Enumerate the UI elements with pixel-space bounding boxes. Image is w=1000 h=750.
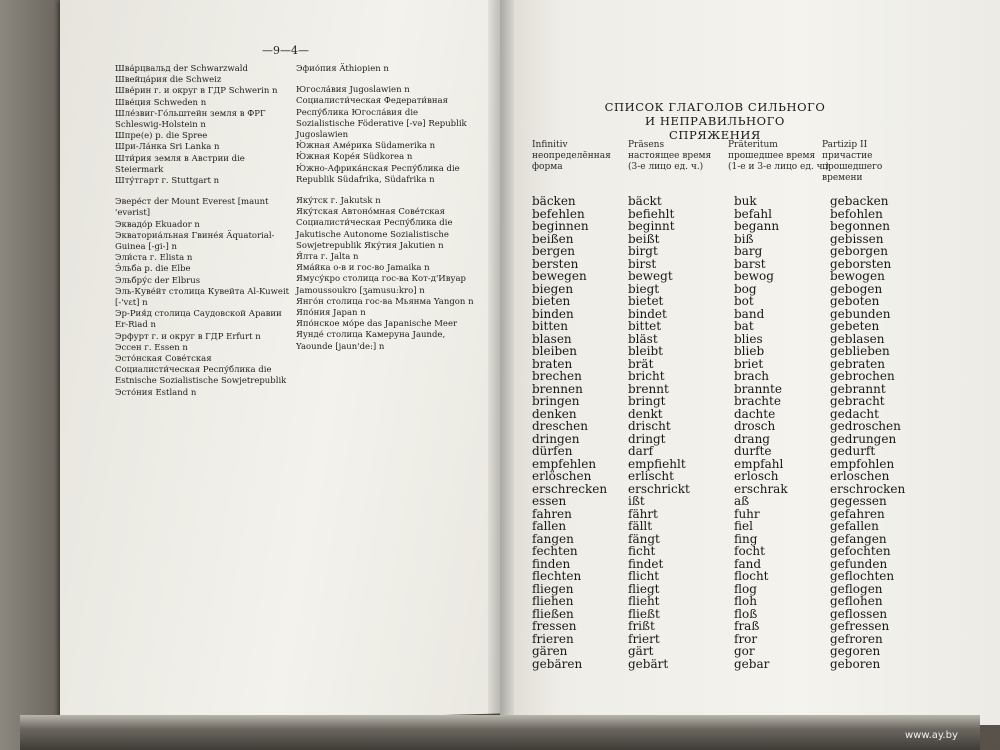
verb-form: empfiehlt [628, 456, 686, 471]
verb-form: gebären [532, 656, 583, 671]
verb-form: geborgen [830, 244, 888, 258]
verb-form: buk [734, 194, 757, 208]
verb-form: biegt [628, 281, 660, 296]
header-praeteritum: Präteritum прошедшее время (1-е и 3-е лицо ед. ч.) [728, 140, 829, 172]
verb-form: begann [734, 219, 780, 233]
dictionary-entry: Эвере́ст der Mount Everest [maunt 'evərist] [115, 197, 269, 219]
verb-form: bringen [532, 394, 580, 408]
book-bottom-edge [20, 715, 980, 750]
verb-form: biß [734, 231, 754, 246]
verb-form: bäcken [532, 194, 576, 208]
column-partizip [830, 195, 905, 670]
dictionary-entry: Янго́н столица гос-ва Мьянма Yangon n [296, 296, 474, 307]
verb-form: bietet [628, 294, 664, 308]
dictionary-entry: Э́льба р. die Elbe [115, 264, 191, 275]
dictionary-entry: Япо́нское мо́ре das Japanische Meer [296, 319, 458, 330]
verb-form: gebärt [628, 656, 669, 671]
verb-form: bleibt [628, 344, 663, 358]
verb-form: beißen [532, 231, 574, 246]
verb-form: frißt [628, 619, 655, 633]
dictionary-entry: Югосла́вия Jugoslawien n Социалисти́ческая Федерати́вная Респу́блика Югосла́вия die Sozialistische Föderative [-və] Republik Jugoslawien [296, 85, 467, 141]
verb-form: bittet [628, 319, 662, 333]
watermark: www.ay.by [905, 730, 958, 741]
verb-form: biegen [532, 281, 574, 296]
verb-form: bricht [628, 369, 665, 383]
verb-form: geflossen [830, 606, 888, 621]
verb-form: gären [532, 644, 568, 658]
book-spine [488, 0, 514, 725]
verb-form: bieten [532, 294, 571, 308]
verb-form: beginnt [628, 219, 675, 233]
verb-form: dreschen [532, 419, 588, 433]
verb-form: findet [628, 556, 664, 571]
verb-form: empfohlen [830, 456, 895, 471]
verb-form: band [734, 306, 765, 321]
column-praesens [628, 195, 690, 670]
verb-form: gedroschen [830, 419, 901, 433]
verb-form: flocht [734, 569, 769, 583]
verb-form: bat [734, 319, 754, 333]
verb-form: erlöschen [532, 469, 592, 483]
verb-form: gefallen [830, 519, 879, 533]
verb-form: fressen [532, 619, 577, 633]
verb-list-title [600, 100, 830, 142]
verb-form: gebogen [830, 281, 883, 296]
verb-form: geblasen [830, 331, 885, 346]
verb-form: barst [734, 256, 766, 271]
verb-form: gebar [734, 656, 770, 671]
verb-form: gor [734, 644, 755, 658]
dictionary-entry: Яма́йка о-в и гос-во Jamaika n [296, 263, 430, 274]
verb-form: beginnen [532, 219, 589, 233]
dictionary-entry: Яку́тская Автоно́мная Сове́тская Социалисти́ческая Респу́блика die Jakutische Autonome Sozialistische Sowjetrepublik Яку́тия Jakutien n [296, 207, 453, 251]
verb-form: denken [532, 406, 577, 421]
verb-form: geblieben [830, 344, 890, 358]
dictionary-entry: Шве́рин г. и округ в ГДР Schwerin n [115, 86, 278, 97]
verb-form: fliehen [532, 594, 574, 608]
verb-form: fährt [628, 506, 658, 521]
verb-form: gegessen [830, 494, 887, 508]
verb-form: bog [734, 281, 757, 296]
verb-form: blasen [532, 331, 572, 346]
dictionary-entry: Экваториа́льная Гвине́я Äquatorial-Guinea [-gi-] n [115, 230, 275, 253]
verb-form: erschrickt [628, 481, 690, 496]
verb-form: gefunden [830, 556, 888, 571]
dictionary-entry: Шти́рия земля в Австрии die Steiermark [115, 153, 245, 175]
verb-form: bläst [628, 331, 658, 346]
verb-form: barg [734, 244, 763, 258]
verb-form: gebracht [830, 394, 885, 408]
column-praeteritum [734, 195, 788, 670]
verb-form: briet [734, 356, 764, 371]
verb-form: beißt [628, 231, 660, 246]
dictionary-entry: Ямусу́кро столица гос-ва Кот-д'Ивуар Jamoussoukro [ʒamusu:kro] n [296, 274, 466, 296]
verb-form: fing [734, 531, 758, 546]
verb-form: fließt [628, 606, 660, 621]
dictionary-entry: Я́лта г. Jalta n [296, 252, 359, 263]
verb-form: gebunden [830, 306, 891, 321]
verb-form: focht [734, 544, 765, 558]
verb-form: flog [734, 581, 757, 596]
verb-form: blies [734, 331, 763, 346]
verb-form: darf [628, 444, 654, 458]
dictionary-entry: Шту́тгарт г. Stuttgart n [115, 176, 220, 187]
verb-form: geflochten [830, 569, 895, 583]
dictionary-entry: Шве́ция Schweden n [115, 97, 207, 108]
dictionary-entry: Эр-Рия́д столица Саудовской Аравии Er-Riad n [115, 309, 282, 331]
verb-form: gebacken [830, 194, 889, 208]
header-partizip: Partizip II причастие прошедшего времени [822, 140, 883, 183]
verb-form: flicht [628, 569, 660, 583]
dictionary-entry: Шва́рцвальд der Schwarzwald [115, 64, 248, 74]
verb-form: drischt [628, 419, 671, 433]
verb-form: bergen [532, 244, 576, 258]
verb-form: erschrak [734, 481, 788, 496]
verb-form: brach [734, 369, 770, 383]
page-number: —9—4— [262, 44, 309, 57]
verb-form: begonnen [830, 219, 890, 233]
verb-form: gefroren [830, 631, 883, 646]
dictionary-entry: Ю́жная Коре́я Südkorea n [296, 152, 413, 163]
verb-form: erlischt [628, 469, 674, 483]
verb-form: geboten [830, 294, 880, 308]
verb-form: fraß [734, 619, 760, 633]
verb-form: floß [734, 606, 758, 621]
verb-form: geborsten [830, 256, 892, 271]
title-line-1: СПИСОК ГЛАГОЛОВ СИЛЬНОГО [604, 100, 826, 114]
verb-form: gedrungen [830, 431, 897, 446]
verb-form: gedurft [830, 444, 876, 458]
verb-form: brechen [532, 369, 582, 383]
verb-form: bot [734, 294, 754, 308]
verb-form: bindet [628, 306, 667, 321]
verb-form: aß [734, 494, 750, 508]
verb-form: befehlen [532, 206, 585, 221]
verb-form: gegoren [830, 644, 881, 658]
verb-form: bringt [628, 394, 666, 408]
verb-form: gebissen [830, 231, 884, 246]
verb-form: gedacht [830, 406, 879, 421]
verb-form: dringen [532, 431, 580, 446]
verb-form: brannte [734, 381, 782, 396]
title-line-2: И НЕПРАВИЛЬНОГО СПРЯЖЕНИЯ [645, 114, 785, 142]
verb-form: bleiben [532, 344, 577, 358]
verb-form: bäckt [628, 194, 662, 208]
verb-form: empfehlen [532, 456, 597, 471]
verb-form: blieb [734, 344, 765, 358]
verb-form: befahl [734, 206, 772, 221]
verb-form: brät [628, 356, 654, 371]
verb-form: dürfen [532, 444, 573, 458]
verb-form: bewegen [532, 269, 587, 283]
verb-form: fahren [532, 506, 572, 521]
dictionary-entry: Эфио́пия Äthiopien n [296, 64, 389, 74]
verb-form: bewogen [830, 269, 885, 283]
verb-form: befiehlt [628, 206, 675, 221]
verb-form: geboren [830, 656, 881, 671]
verb-form: fiel [734, 519, 753, 533]
verb-form: bersten [532, 256, 579, 271]
verb-form: befohlen [830, 206, 883, 221]
dictionary-column-a [115, 64, 293, 399]
verb-form: geflohen [830, 594, 883, 608]
verb-form: durfte [734, 444, 772, 458]
verb-form: binden [532, 306, 574, 321]
dictionary-entry: Schleswig-Holstein n [115, 120, 206, 131]
verb-form: braten [532, 356, 573, 371]
dictionary-entry: Эрфурт г. и округ в ГДР Erfurt n [115, 331, 261, 342]
verb-form: fangen [532, 531, 574, 546]
dictionary-entry: Эльбру́с der Elbrus [115, 275, 201, 286]
verb-form: birst [628, 256, 657, 271]
dictionary-entry: Шри-Ла́нка Sri Lanka n [115, 142, 220, 153]
verb-form: bitten [532, 319, 568, 333]
verb-form: fliegen [532, 581, 574, 596]
column-infinitiv [532, 195, 607, 670]
verb-form: empfahl [734, 456, 784, 471]
entry-gap [115, 187, 293, 197]
header-praesens: Präsens настоящее время (3-е лицо ед. ч.) [628, 140, 712, 172]
dictionary-entry: Эсто́нская Сове́тская Социалисти́ческая Респу́блика die Estnische Sozialistische Sowjetrepublik Эсто́ния Estland n [115, 354, 287, 398]
dictionary-entry: Швейца́рия die Schweiz [115, 75, 222, 86]
verb-form: brachte [734, 394, 781, 408]
dictionary-entry: Шпре(е) р. die Spree [115, 131, 208, 142]
dictionary-entry: Яку́тск г. Jakutsk n [296, 196, 381, 207]
verb-form: brennt [628, 381, 669, 396]
verb-form: flechten [532, 569, 582, 583]
dictionary-entry: Яунде́ столица Камеруна Jaunde, Yaounde [jaun'de:] n [296, 330, 446, 352]
verb-form: erlosch [734, 469, 779, 483]
dictionary-entry: Япо́ния Japan n [296, 308, 366, 319]
verb-form: dachte [734, 406, 776, 421]
verb-form: erschrecken [532, 481, 608, 496]
verb-form: frieren [532, 631, 574, 646]
verb-form: brennen [532, 381, 583, 396]
verb-form: gebeten [830, 319, 880, 333]
verb-form: ißt [628, 494, 645, 508]
verb-form: erschrocken [830, 481, 906, 496]
verb-form: floh [734, 594, 757, 608]
verb-form: friert [628, 631, 660, 646]
verb-form: gefangen [830, 531, 887, 546]
verb-form: finden [532, 556, 571, 571]
verb-form: essen [532, 494, 567, 508]
verb-form: erloschen [830, 469, 890, 483]
verb-form: fechten [532, 544, 578, 558]
dictionary-entry: Эль-Куве́йт столица Кувейта Al-Kuweit [-'vɛt] n [115, 286, 290, 309]
verb-form: birgt [628, 244, 658, 258]
verb-form: gefressen [830, 619, 890, 633]
dictionary-entry: Эквадо́р Ekuador n [115, 219, 200, 230]
verb-form: gebraten [830, 356, 886, 371]
verb-form: fliegt [628, 581, 660, 596]
verb-form: drosch [734, 419, 776, 433]
dictionary-entry: Ю́жно-Африка́нская Респу́блика die Republik Südafrika, Südafrika n [296, 163, 460, 185]
dictionary-entry: Эли́ста г. Elista n [115, 253, 193, 264]
verb-form: fließen [532, 606, 574, 621]
dictionary-entry: Шле́звиг-Го́льштейн земля в ФРГ [115, 108, 266, 119]
verb-form: denkt [628, 406, 663, 421]
verb-form: gefochten [830, 544, 891, 558]
verb-form: bewog [734, 269, 774, 283]
verb-form: gärt [628, 644, 654, 658]
verb-form: bewegt [628, 269, 673, 283]
verb-form: fand [734, 556, 762, 571]
verb-form: fängt [628, 531, 660, 546]
dictionary-entry: Эссен г. Essen n [115, 342, 188, 353]
entry-gap [296, 186, 474, 196]
verb-form: gebrannt [830, 381, 886, 396]
verb-form: fallen [532, 519, 567, 533]
verb-form: fällt [628, 519, 653, 533]
entry-gap [296, 75, 474, 85]
verb-form: ficht [628, 544, 656, 558]
dictionary-column-b [296, 64, 474, 353]
dictionary-entry: Ю́жная Аме́рика Südamerika n [296, 141, 436, 152]
verb-form: gebrochen [830, 369, 895, 383]
verb-form: drang [734, 431, 770, 446]
header-infinitiv: Infinitiv неопределённая форма [532, 140, 611, 172]
verb-form: geflogen [830, 581, 883, 596]
verb-form: fuhr [734, 506, 760, 521]
verb-form: fror [734, 631, 758, 646]
verb-form: dringt [628, 431, 666, 446]
verb-form: gefahren [830, 506, 885, 521]
verb-form: flieht [628, 594, 660, 608]
